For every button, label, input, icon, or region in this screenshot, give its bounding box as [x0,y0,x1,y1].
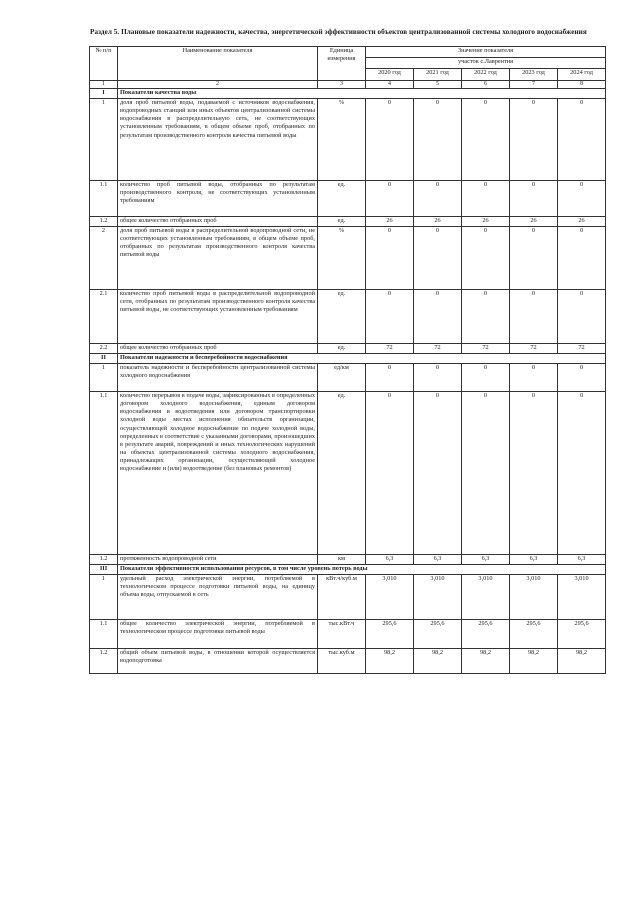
indicator-name: количество проб питьевой воды, отобранных по результатам производственного контроля, не соответствующих установленным требованиям [118,181,318,217]
value-cell: 6,3 [558,555,606,565]
header-year: 2020 год [366,69,414,81]
unit-cell: кВт.ч/куб.м [318,575,366,620]
value-cell: 0 [510,290,558,344]
header-value: Значение показателя [366,47,606,58]
column-number: 5 [414,81,462,89]
value-cell: 295,6 [366,620,414,649]
value-cell: 0 [366,227,414,290]
row-number: 1.2 [90,649,118,674]
value-cell: 3,010 [558,575,606,620]
indicator-name: доля проб питьевой воды, подаваемой с источников водоснабжения, водопроводных станций или иных объектов централизованной системы водоснабжения в распределительную сеть, не соответствующих установленным требованиям, в общем объеме проб, отобранных по результатам производственного контроля качества питьевой воды [118,99,318,181]
row-number: 1.1 [90,620,118,649]
header-year: 2024 год [558,69,606,81]
value-cell: 0 [510,392,558,555]
value-cell: 98,2 [414,649,462,674]
column-number: 3 [318,81,366,89]
indicator-name: количество проб питьевой воды в распределительной водопроводной сети, отобранных по результатам производственного контроля качества питьевой воды, не соответствующих установленным требованиям [118,290,318,344]
value-cell: 0 [366,392,414,555]
value-cell: 26 [462,217,510,227]
value-cell: 72 [462,344,510,354]
row-number: 2 [90,227,118,290]
row-number: 2.2 [90,344,118,354]
value-cell: 6,3 [366,555,414,565]
indicator-name: протяженность водопроводной сети [118,555,318,565]
table-row [90,344,606,354]
value-cell: 295,6 [462,620,510,649]
value-cell: 6,3 [510,555,558,565]
value-cell: 295,6 [414,620,462,649]
value-cell: 72 [366,344,414,354]
value-cell: 26 [414,217,462,227]
header-year: 2021 год [414,69,462,81]
unit-cell: % [318,227,366,290]
table-row [90,392,606,555]
indicators-table [89,46,606,674]
value-cell: 72 [510,344,558,354]
value-cell: 0 [558,392,606,555]
unit-cell: % [318,99,366,181]
indicator-name: количество перерывов в подаче воды, зафиксированных в определенных договором холодного водоснабжения, единым договором водоснабжения и водоотведения или договором транспортировки холодной воды местах исполнения обязательств организации, осуществляющей холодное водоснабжение по подаче холодной воды, определенных в соответствие с указанными договорами, произошедших в результате аварий, повреждений и иных технологических нарушений на объектах централизованной системы холодного водоснабжения, принадлежащих организации, осуществляющей холодное водоснабжение и (или) водоотведение (без плановых ремонтов) [118,392,318,555]
row-number: 1.2 [90,217,118,227]
row-number: 1.1 [90,392,118,555]
value-cell: 0 [414,99,462,181]
value-cell: 3,010 [462,575,510,620]
column-number: 2 [118,81,318,89]
value-cell: 0 [414,364,462,392]
table-row [90,364,606,392]
value-cell: 0 [462,290,510,344]
value-cell: 0 [558,227,606,290]
value-cell: 0 [462,392,510,555]
value-cell: 0 [366,290,414,344]
indicator-name: доля проб питьевой воды в распределительной водопроводной сети, не соответствующих установленным требованиям, в общем объеме проб, отобранных по результатам производственного контроля качества питьевой воды [118,227,318,290]
unit-cell: ед. [318,217,366,227]
indicator-name: общее количество отобранных проб [118,217,318,227]
row-number: 1 [90,364,118,392]
column-number: 8 [558,81,606,89]
value-cell: 0 [462,227,510,290]
column-number: 7 [510,81,558,89]
value-cell: 26 [510,217,558,227]
table-row [90,575,606,620]
value-cell: 0 [558,181,606,217]
value-cell: 0 [462,364,510,392]
value-cell: 3,010 [366,575,414,620]
value-cell: 0 [510,227,558,290]
column-number: 4 [366,81,414,89]
value-cell: 0 [558,290,606,344]
header-num: № п/п [90,47,118,81]
indicator-name: показатель надежности и бесперебойности централизованной системы холодного водоснабжения [118,364,318,392]
column-number: 1 [90,81,118,89]
value-cell: 3,010 [414,575,462,620]
header-year: 2023 год [510,69,558,81]
unit-cell: ед. [318,181,366,217]
column-number: 6 [462,81,510,89]
section-heading: Показатели надежности и бесперебойности водоснабжения [118,354,606,364]
header-name: Наименование показателя [118,47,318,81]
value-cell: 0 [366,364,414,392]
value-cell: 0 [510,99,558,181]
table-row [90,99,606,181]
value-cell: 98,2 [510,649,558,674]
table-row [90,555,606,565]
value-cell: 0 [558,99,606,181]
value-cell: 98,2 [558,649,606,674]
table-row [90,181,606,217]
section-number: I [90,89,118,99]
value-cell: 6,3 [462,555,510,565]
row-number: 1.2 [90,555,118,565]
unit-cell: тыс.куб.м [318,649,366,674]
row-number: 2.1 [90,290,118,344]
value-cell: 0 [366,99,414,181]
value-cell: 0 [414,392,462,555]
section-title: Раздел 5. Плановые показатели надежности, качества, энергетической эффективности объектов централизованной системы холодного водоснабжения [90,28,587,36]
value-cell: 0 [510,181,558,217]
header-year: 2022 год [462,69,510,81]
value-cell: 26 [366,217,414,227]
value-cell: 3,010 [510,575,558,620]
row-number: 1 [90,99,118,181]
row-number: 1.1 [90,181,118,217]
row-number: 1 [90,575,118,620]
header-unit: Единица измерения [318,47,366,81]
value-cell: 0 [462,99,510,181]
value-cell: 0 [366,181,414,217]
unit-cell: тыс.кВт.ч [318,620,366,649]
value-cell: 295,6 [558,620,606,649]
value-cell: 6,3 [414,555,462,565]
value-cell: 0 [462,181,510,217]
table-row [90,227,606,290]
table-row [90,649,606,674]
value-cell: 26 [558,217,606,227]
table-row [90,620,606,649]
section-number: III [90,565,118,575]
value-cell: 0 [558,364,606,392]
table-row [90,217,606,227]
indicator-name: общий объем питьевой воды, в отношении которой осуществляется водоподготовка [118,649,318,674]
indicator-name: общее количество отобранных проб [118,344,318,354]
value-cell: 0 [414,290,462,344]
unit-cell: ед/км [318,364,366,392]
unit-cell: ед. [318,392,366,555]
value-cell: 0 [510,364,558,392]
value-cell: 295,6 [510,620,558,649]
section-heading: Показатели качества воды [118,89,606,99]
unit-cell: км [318,555,366,565]
section-heading: Показатели эффективности использования ресурсов, в том числе уровень потерь воды [118,565,606,575]
table-row [90,290,606,344]
indicator-name: общее количество электрической энергии, потребляемой в технологическом процессе подготовки питьевой воды [118,620,318,649]
value-cell: 0 [414,181,462,217]
value-cell: 0 [414,227,462,290]
section-number: II [90,354,118,364]
indicator-name: удельный расход электрической энергии, потребляемой в технологическом процессе подготовки питьевой воды, на единицу объема воды, отпускаемой в сеть [118,575,318,620]
header-site: участок с.Лаврентия [366,58,606,69]
value-cell: 72 [414,344,462,354]
value-cell: 72 [558,344,606,354]
unit-cell: ед. [318,290,366,344]
unit-cell: ед. [318,344,366,354]
value-cell: 98,2 [366,649,414,674]
value-cell: 98,2 [462,649,510,674]
